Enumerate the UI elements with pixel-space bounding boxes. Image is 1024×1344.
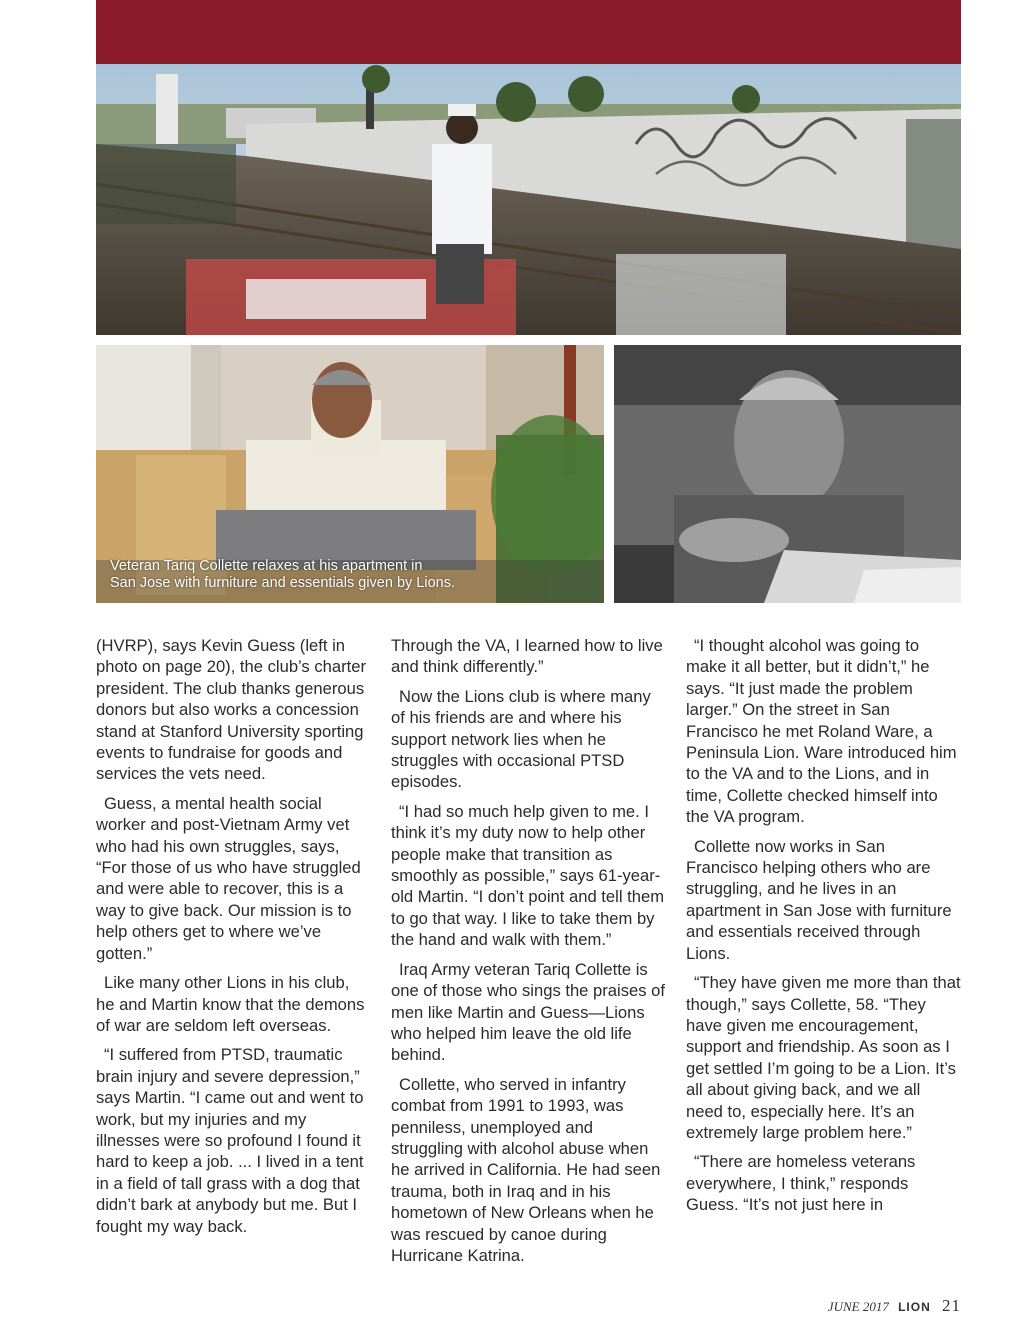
column-3-paragraph-1: “I thought alcohol was going to make it all better, but it didn’t,” he says. “It just made the problem larger.” On the street in San Francisco he met Roland Ware, a Peninsula Lion. Ware introduced him to the VA and to the Lions, and in time, Collette checked himself into the VA program. [686,636,957,827]
photo-man-reading-book [614,345,961,603]
column-1-paragraph-2: Guess, a mental health social worker and post-Vietnam Army vet who had his own struggles, says, “For those of us who have struggled and were able to recover, this is a way to give back. Our mission is to help others get to where we’ve gotten.” [96,793,361,963]
column-1-paragraph-4: “I suffered from PTSD, traumatic brain injury and severe depression,” says Martin. “I came out and went to work, but my injuries and my illnesses were so profound I found it hard to keep a job. ... I lived in a tent in a field of tall grass with a dog that didn’t bark at anybody but me. But I fought my way back. [96,1045,364,1236]
column-3-paragraph-2: Collette now works in San Francisco helping others who are struggling, and he lives in an apartment in San Jose with furniture and essentials received through Lions. [686,836,952,963]
photo-caption [110,558,510,592]
caption-line-1: Veteran Tariq Collette relaxes at his apartment in [110,558,423,574]
photo-veteran-on-couch [96,345,604,603]
column-2-paragraph-3: “I had so much help given to me. I think it’s my duty now to help other people make that transition as smoothly as possible,” says 61-year-old Martin. “I don’t point and tell them to go that way. I like to take them by the hand and walk with them.” [391,801,665,950]
column-3-paragraph-3: “They have given me more than that though,” says Collette, 58. “They have given me encouragement, support and friendship. As soon as I get settled I’m going to be a Lion. It’s all about giving back, and we all need to, especially here. It’s an extremely large problem here.” [686,973,961,1142]
magazine-name: LION [898,1300,931,1314]
column-3-paragraph-4: “There are homeless veterans everywhere, I think,” responds Guess. “It’s not just here in [686,1152,916,1215]
article-column-1 [96,635,371,1245]
column-2-paragraph-5: Collette, who served in infantry combat from 1991 to 1993, was penniless, unemployed and struggling with alcohol abuse when he arrived in California. He had seen trauma, both in Iraq and in his hometown of New Orleans when he was rescued by canoe during Hurricane Katrina. [391,1074,661,1265]
column-1-paragraph-3: Like many other Lions in his club, he and Martin know that the demons of war are seldom left overseas. [96,973,365,1035]
header-color-bar [96,0,961,64]
caption-line-2: San Jose with furniture and essentials given by Lions. [110,575,455,591]
column-1-paragraph-1: (HVRP), says Kevin Guess (left in photo on page 20), the club’s charter president. The club thanks generous donors but also works a concession stand at Stanford University sporting events to fundraise for goods and services the vets need. [96,636,366,784]
article-column-3 [686,635,961,1224]
issue-date: JUNE 2017 [827,1299,889,1314]
column-2-paragraph-4: Iraq Army veteran Tariq Collette is one of those who sings the praises of men like Martin and Guess—Lions who helped him leave the old life behind. [391,959,665,1065]
page-number: 21 [942,1296,961,1315]
column-2-paragraph-2: Now the Lions club is where many of his friends are and where his support network lies when he struggles with occasional PTSD episodes. [391,686,651,792]
article-column-2 [391,635,666,1274]
page-footer [828,1296,961,1316]
column-2-paragraph-1: Through the VA, I learned how to live and think differently.” [391,636,663,677]
photo-railroad-veteran [96,64,961,335]
